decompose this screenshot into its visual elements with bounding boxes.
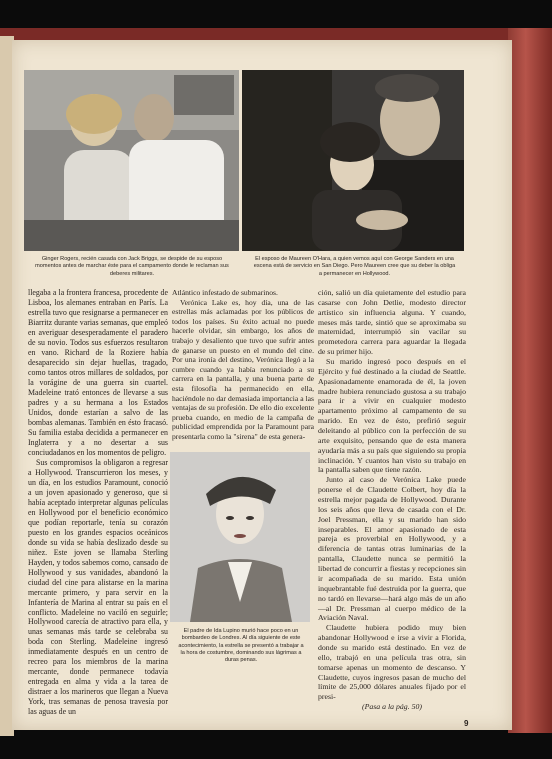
text-column-2: [172, 288, 314, 442]
caption-ida-lupino: El padre de Ida Lupino murió hace poco en un bombardeo de Londres. Al día siguiente de este acontecimiento, la estrella se presentó a trabajar a la hora de costumbre, dominando sus lágrimas a duras penas.: [178, 628, 304, 664]
photo-maureen-ohara: [242, 70, 464, 251]
photo-ginger-rogers: [24, 70, 239, 251]
paragraph: ción, salió un día quietamente del estudio para casarse con John Detlie, modesto director artístico sin influencia alguna. Y cuando, meses más tarde, sintió que se aproximaba su maternidad, interrumpió sin vacilar su prometedora carrera para aguardar la llegada de su primer hijo.: [318, 288, 466, 357]
page-number: 9: [464, 719, 469, 728]
caption-maureen-ohara: El esposo de Maureen O'Hara, a quien vemos aquí con George Sanders en una escena está de servicio en San Diego. Pero Maureen cree que su deber la obliga a permanecer en Hollywood.: [253, 256, 456, 277]
paragraph: Atlántico infestado de submarinos.: [172, 288, 278, 297]
paragraph: Junto al caso de Verónica Lake puede ponerse el de Claudette Colbert, hoy día la estrella mejor pagada de Hollywood. Durante los seis años que lleva de casada con el Dr. Joel Pressman, ella y su marido han sido inseparables. El amor apasionado de esta pareja es proverbial en Hollywood, y a diferencia de tantas otras luminarias de la pantalla, Claudette nunca se permitió la libertad de concurrir a fiestas y recepciones sin ir acompañada de su marido. Esta unión inquebrantable fué destruida por la guerra, que no tardó en llevarse—hará algo más de un año—al Dr. Pressman al cuerpo médico de la Aviación Naval.: [318, 475, 466, 623]
caption-ginger-rogers: Ginger Rogers, recién casada con Jack Briggs, se despide de su esposo momentos antes de marchar éste para el campamento donde le reclaman sus deberes militares.: [35, 256, 229, 277]
text-column-3: [318, 288, 466, 712]
text-column-1: [28, 288, 168, 717]
magazine-page: [12, 40, 512, 730]
paragraph: Sus compromisos la obligaron a regresar a Hollywood. Transcurrieron los meses, y un día, en los estudios Paramount, conoció a un joven apasionado y generoso, que si había aceptado interpretar algunas películas en Hollywood por el beneficio económico que podían reportarle, tenía su corazón puesto en los grandes espacios oceánicos donde su vida se había deslizado desde su niñez. Este joven se llamaba Sterling Hayden, y todos sabemos como, cansado de Hollywood y sus vanidades, abandonó la ciudad del cine para alistarse en la marina mercante primero, y para servir en la Infantería de Marina al entrar su país en el conflicto. Madeleine no vaciló en seguirle; Hollywood carecía de atractivo para ella, y unas semanas más tarde se celebraba su boda con Sterling. Madeleine ingresó inmediatamente después en un centro de recreo para los miembros de la marina mercante, donde permanece todavía entregada en alma y vida a la tarea de distraer a los marineros que llegan a Nueva York, tras semanas de penosa travesía por las aguas de un: [28, 457, 168, 717]
photo-ida-lupino: [170, 452, 310, 622]
continued-on-page: (Pasa a la pág. 50): [362, 702, 422, 712]
paragraph: llegaba a la frontera francesa, procedente de Lisboa, los alemanes entraban en París. La estrella tuvo que resignarse a permanecer en Biarritz durante varias semanas, que empleó en averiguar desesperadamente el paradero de su novio. Todos sus esfuerzos resultaron en vano. Richard de la Roziere había desaparecido sin dejar huellas, tragado, como tantos otros millares de soldados, por la vorágine de una guerra sin cuartel. Madeleine trató entonces de llevarse a sus padres y a su hermana a los Estados Unidos, donde estarían a salvo de las bombas alemanas. También en ésto fracasó. Su familia estaba decidida a permanecer en Inglaterra y a no desertar a sus conciudadanos en los momentos de peligro.: [28, 288, 168, 457]
paragraph: Claudette hubiera podido muy bien abandonar Hollywood e irse a vivir a Florida, donde su marido está destinado. En vez de ello, trabajó en una película tras otra, sin tomarse apenas un momento de descanso. Y Claudette, cuyos ingresos pasan de mucho del límite de 25,000 dólares anuales fijado por el presi-: [318, 623, 466, 702]
paragraph: Su marido ingresó poco después en el Ejército y fué destinado a la ciudad de Seattle. Apasionadamente enamorada de él, la joven madre hubiera renunciado gustosa a su trabajo para ir a vivir en cualquier modesto apartamento próximo al campamento de su marido. En vez de ésto, prefirió seguir deleitando al público con la perfección de su arte exquisito, pensando que de esta manera ayudaría más a su país que siguiendo su propia inclinación. Y cuantos han visto su trabajo en la pantalla saben que tiene razón.: [318, 357, 466, 475]
paragraph: Verónica Lake es, hoy día, una de las estrellas más aclamadas por los públicos de todos los países. Su éxito actual no puede hacerle olvidar, sin embargo, los años de trabajo y desaliento que tuvo que sufrir antes de ganarse un puesto en el mundo del cine. Por una ironía del destino, Verónica llegó a la cumbre cuando ya había renunciado a su carrera en la pantalla, y una buena parte de esta filosofía ha permanecido en ella, haciéndole no dar demasiada importancia a las ventajas de su profesión. De ello dio excelente prueba cuando, en medio de la campaña de publicidad emprendida por la Paramount para presentarla como la "sirena" de esta genera-: [172, 297, 314, 441]
book-binding-spine: [508, 28, 552, 733]
